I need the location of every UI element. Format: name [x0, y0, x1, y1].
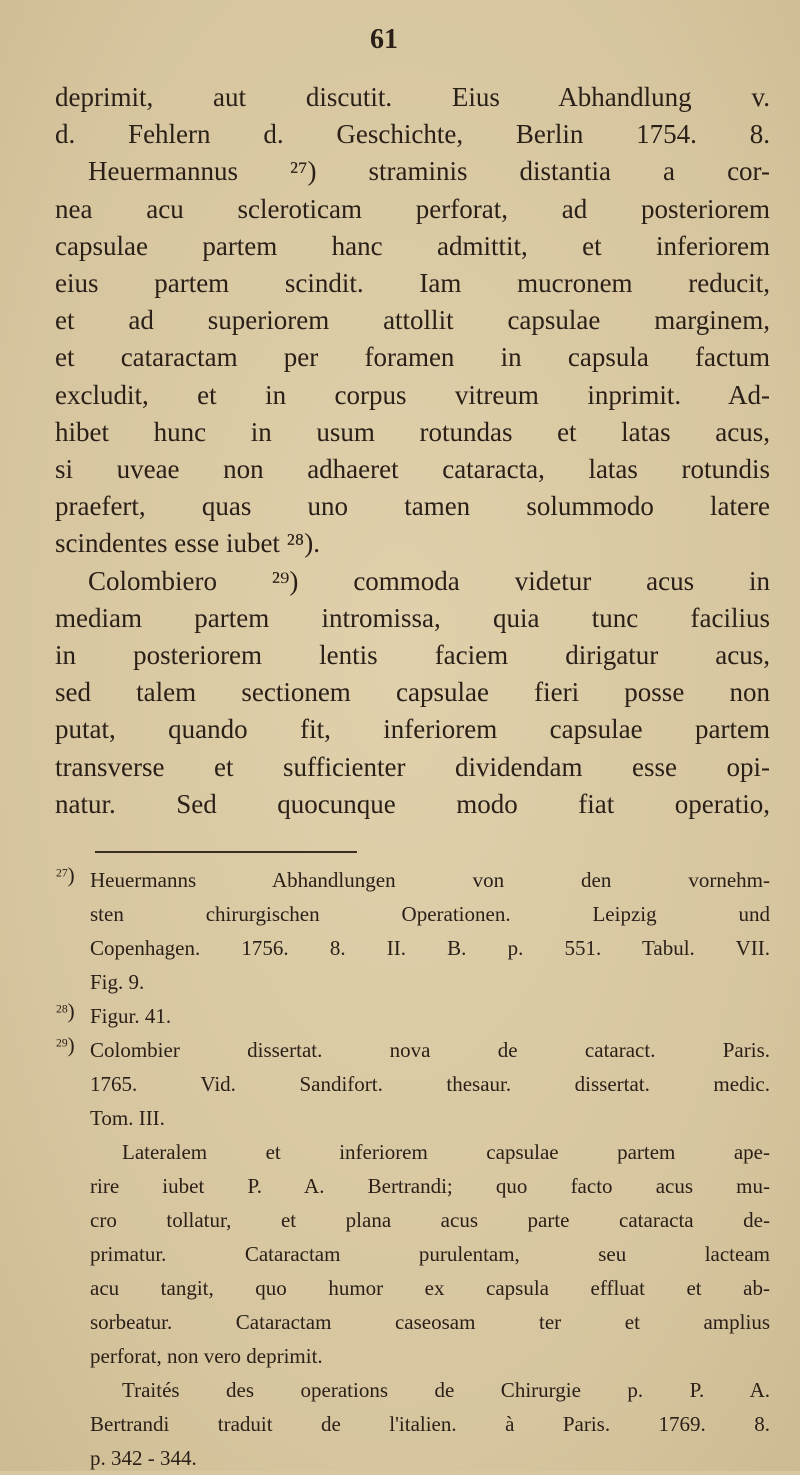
footnote-line: Bertrandi traduit de l'italien. à Paris. 1769. 8. — [90, 1412, 770, 1436]
footnote-line: Copenhagen. 1756. 8. II. B. p. 551. Tabul. VII. — [90, 936, 770, 960]
body-line: excludit, et in corpus vitreum inprimit. Ad- — [55, 379, 770, 410]
footnote-line: Lateralem et inferiorem capsulae partem ape- — [122, 1140, 770, 1164]
body-line: Colombiero ²⁹) commoda videtur acus in — [88, 565, 770, 596]
body-line: Heuermannus ²⁷) straminis distantia a cor- — [88, 156, 770, 187]
footnote-line: sorbeatur. Cataractam caseosam ter et amplius — [90, 1310, 770, 1334]
body-line: et cataractam per foramen in capsula factum — [55, 342, 770, 373]
footnote-line: Tom. III. — [90, 1106, 165, 1130]
page-number: 61 — [370, 24, 398, 55]
footnote-line: Colombier dissertat. nova de cataract. Paris. — [90, 1038, 770, 1062]
body-line: si uveae non adhaeret cataracta, latas rotundis — [55, 454, 770, 484]
body-line: mediam partem intromissa, quia tunc facilius — [55, 602, 770, 633]
body-line: et ad superiorem attollit capsulae marginem, — [55, 305, 770, 336]
footnote-rule — [95, 851, 357, 853]
footnote-marker — [56, 1033, 75, 1058]
footnote-number: 27 — [56, 866, 68, 880]
footnote-line: primatur. Cataractam purulentam, seu lacteam — [90, 1242, 770, 1266]
footnote-line: Figur. 41. — [90, 1004, 172, 1028]
body-line: hibet hunc in usum rotundas et latas acus, — [55, 416, 770, 447]
body-line: praefert, quas uno tamen solummodo latere — [55, 491, 770, 522]
footnote-paren: ) — [67, 863, 75, 887]
footnote-line: p. 342 - 344. — [90, 1446, 197, 1470]
footnote-paren: ) — [67, 1033, 75, 1057]
body-line: capsulae partem hanc admittit, et inferiorem — [55, 230, 770, 261]
footnote-line: sten chirurgischen Operationen. Leipzig und — [90, 902, 770, 926]
body-line: scindentes esse iubet ²⁸). — [55, 528, 320, 559]
footnote-line: 1765. Vid. Sandifort. thesaur. dissertat. medic. — [90, 1072, 770, 1096]
footnote-marker — [56, 999, 75, 1024]
body-line: transverse et sufficienter dividendam esse opi- — [55, 751, 770, 782]
body-line: in posteriorem lentis faciem dirigatur acus, — [55, 640, 770, 670]
footnote-line: Fig. 9. — [90, 970, 145, 994]
footnote-number: 29 — [56, 1036, 68, 1050]
footnote-line: Heuermanns Abhandlungen von den vornehm- — [90, 868, 770, 892]
body-line: natur. Sed quocunque modo fiat operatio, — [55, 788, 770, 819]
footnote-line: rire iubet P. A. Bertrandi; quo facto acus mu- — [90, 1174, 770, 1198]
body-line: eius partem scindit. Iam mucronem reducit, — [55, 268, 770, 298]
footnote-marker — [56, 863, 75, 888]
footnote-number: 28 — [56, 1002, 68, 1016]
footnote-line: cro tollatur, et plana acus parte cataracta de- — [90, 1208, 770, 1232]
footnote-line: Traités des operations de Chirurgie p. P. A. — [122, 1378, 770, 1402]
body-line: deprimit, aut discutit. Eius Abhandlung v. — [55, 82, 770, 112]
body-line: nea acu scleroticam perforat, ad posteriorem — [55, 193, 770, 224]
footnote-line: perforat, non vero deprimit. — [90, 1344, 323, 1368]
footnote-line: acu tangit, quo humor ex capsula effluat et ab- — [90, 1276, 770, 1300]
footnote-paren: ) — [67, 999, 75, 1023]
body-line: d. Fehlern d. Geschichte, Berlin 1754. 8. — [55, 119, 770, 150]
body-line: putat, quando fit, inferiorem capsulae partem — [55, 714, 770, 745]
body-line: sed talem sectionem capsulae fieri posse non — [55, 677, 770, 708]
